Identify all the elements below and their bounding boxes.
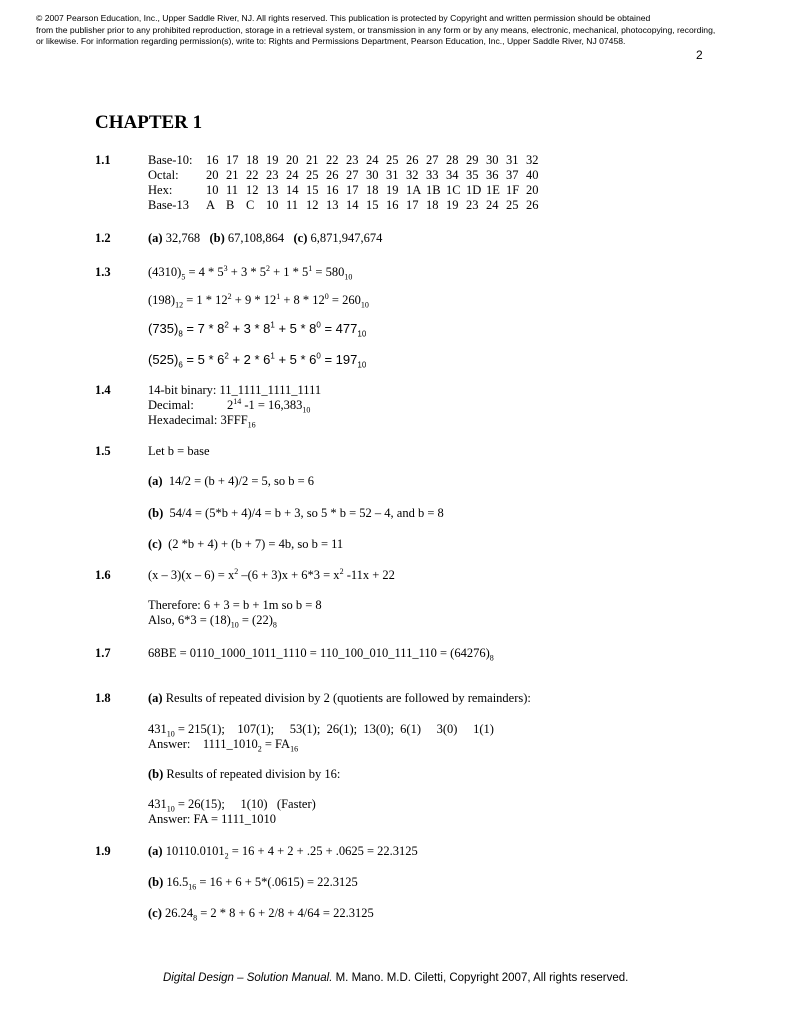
- table-cell: 17: [346, 183, 359, 197]
- eq-text: = 260: [328, 293, 361, 307]
- table-cell: 18: [246, 153, 259, 167]
- eq-sub: 10: [357, 329, 367, 339]
- table-cell: 26: [326, 168, 339, 182]
- part-label: (b): [148, 506, 164, 520]
- copyright-line: or likewise. For information regarding permission(s), write to: Rights and Permissions Department, Pearson Education, Inc., Upper Saddle River, NJ 07458.: [36, 36, 626, 46]
- table-cell: 40: [526, 168, 539, 182]
- table-cell: 18: [366, 183, 379, 197]
- part-text: 54/4 = (5*b + 4)/4 = b + 3, so 5 * b = 52 – 4, and b = 8: [169, 506, 444, 520]
- table-cell: 26: [526, 198, 539, 212]
- chapter-title: CHAPTER 1: [95, 112, 203, 133]
- eq-text: –(6 + 3)x + 6*3 = x: [238, 568, 340, 582]
- eq-text: = 580: [312, 265, 345, 279]
- part-b-heading: [148, 767, 340, 782]
- table-cell: 29: [466, 153, 479, 167]
- problem-intro: Let b = base: [148, 444, 210, 458]
- table-cell: 25: [386, 153, 399, 167]
- table-cell: 32: [406, 168, 419, 182]
- table-cell: 20: [286, 153, 299, 167]
- eq-text: (198): [148, 293, 176, 307]
- therefore-line: Therefore: 6 + 3 = b + 1m so b = 8: [148, 598, 322, 612]
- eq-text: Also, 6*3 = (18): [148, 613, 231, 627]
- decimal-label: Decimal:: [148, 398, 194, 412]
- table-cell: 15: [306, 183, 319, 197]
- table-cell: 17: [226, 153, 239, 167]
- eq-sup: 1: [270, 351, 275, 361]
- table-cell: 35: [466, 168, 479, 182]
- eq-text: (4310): [148, 265, 182, 279]
- eq-text: + 8 * 12: [280, 293, 325, 307]
- table-row: [148, 198, 546, 213]
- problem-number: 1.1: [95, 153, 111, 167]
- problem-number: 1.3: [95, 265, 111, 279]
- eq-text: 431: [148, 722, 167, 736]
- table-cell: 20: [206, 168, 219, 182]
- footer-credits: M. Mano. M.D. Ciletti, Copyright 2007, All rights reserved.: [332, 972, 629, 984]
- part-b: [148, 875, 358, 890]
- problem-number: 1.7: [95, 646, 111, 660]
- eq-sub: 8: [193, 913, 198, 923]
- eq-sub: 10: [166, 729, 175, 739]
- eq-sub: 10: [357, 360, 367, 370]
- division-line: [148, 797, 316, 812]
- eq-text: 10110.0101: [162, 844, 225, 858]
- problem-1-2-answers: [148, 231, 382, 246]
- part-label: (b): [209, 231, 225, 245]
- table-cell: A: [206, 198, 216, 212]
- eq-text: + 9 * 12: [231, 293, 277, 307]
- answer-value: 67,108,864: [227, 231, 285, 245]
- page-footer: [163, 972, 628, 984]
- eq-sup: 2: [224, 351, 229, 361]
- table-cell: 12: [246, 183, 259, 197]
- part-text: (2 *b + 4) + (b + 7) = 4b, so b = 11: [168, 537, 344, 551]
- eq-text: (735): [148, 321, 179, 336]
- table-cell: 16: [386, 198, 399, 212]
- table-cell: 22: [246, 168, 259, 182]
- eq-sub: 8: [178, 329, 183, 339]
- eq-text: 2: [226, 398, 234, 412]
- problem-number: 1.2: [95, 231, 111, 245]
- equation-4: [148, 352, 366, 368]
- copyright-line: from the publisher prior to any prohibited reproduction, storage in a retrieval system, or transmission in any form or by any means, electronic, mechanical, photocopying, recording,: [36, 24, 716, 35]
- book-title: Digital Design – Solution Manual.: [163, 972, 333, 984]
- row-label: Hex:: [148, 183, 173, 197]
- table-cell: 11: [226, 183, 239, 197]
- division-line: [148, 722, 494, 737]
- table-cell: 1C: [446, 183, 461, 197]
- row-label: Base-13: [148, 198, 189, 212]
- eq-text: 26.24: [161, 906, 194, 920]
- eq-text: -11x + 22: [343, 568, 395, 582]
- problem-number: 1.4: [95, 383, 111, 397]
- eq-text: = 4 * 5: [185, 265, 224, 279]
- table-cell: 1A: [406, 183, 422, 197]
- eq-sub: 6: [178, 360, 183, 370]
- eq-sup: 2: [227, 291, 232, 301]
- table-cell: 30: [486, 153, 499, 167]
- part-text: 14/2 = (b + 4)/2 = 5, so b = 6: [168, 474, 315, 488]
- part-label: (b): [148, 767, 164, 781]
- eq-sup: 0: [324, 291, 329, 301]
- eq-sup: 2: [224, 320, 229, 330]
- table-cell: C: [246, 198, 255, 212]
- part-a: [148, 474, 314, 489]
- eq-text: = FA: [261, 737, 291, 751]
- table-cell: 19: [446, 198, 459, 212]
- page-number: 2: [696, 48, 703, 62]
- eq-text: 68BE = 0110_1000_1011_1110 = 110_100_010_111_110 = (64276): [148, 646, 490, 660]
- base-conversion-table: [148, 153, 546, 213]
- eq-text: Hexadecimal: 3FFF: [148, 413, 248, 427]
- part-label: (a): [148, 691, 163, 705]
- table-cell: 34: [446, 168, 459, 182]
- part-c: [148, 906, 374, 921]
- table-cell: 37: [506, 168, 519, 182]
- table-cell: 14: [286, 183, 299, 197]
- eq-text: + 3 * 8: [228, 321, 271, 336]
- table-cell: 31: [506, 153, 519, 167]
- table-cell: 16: [326, 183, 339, 197]
- eq-text: 431: [148, 797, 167, 811]
- table-cell: 23: [346, 153, 359, 167]
- eq-sub: 10: [360, 300, 369, 310]
- table-cell: 24: [366, 153, 379, 167]
- table-cell: 21: [306, 153, 319, 167]
- table-cell: 26: [406, 153, 419, 167]
- eq-sup: 14: [233, 396, 242, 406]
- eq-text: + 3 * 5: [227, 265, 266, 279]
- eq-text: + 2 * 6: [228, 352, 271, 367]
- answer-value: 32,768: [165, 231, 201, 245]
- eq-text: 16.5: [163, 875, 189, 889]
- table-cell: 25: [306, 168, 319, 182]
- eq-text: = 5 * 6: [182, 352, 225, 367]
- problem-number: 1.5: [95, 444, 111, 458]
- eq-text: + 5 * 6: [274, 352, 317, 367]
- row-label: Base-10:: [148, 153, 193, 167]
- table-cell: 23: [266, 168, 279, 182]
- eq-sub: 16: [188, 882, 197, 892]
- eq-text: = 2 * 8 + 6 + 2/8 + 4/64 = 22.3125: [197, 906, 374, 920]
- eq-text: + 1 * 5: [269, 265, 309, 279]
- table-cell: 18: [426, 198, 439, 212]
- eq-sub: 2: [257, 744, 262, 754]
- table-cell: 16: [206, 153, 219, 167]
- equation-1: [148, 265, 352, 280]
- table-cell: 13: [326, 198, 339, 212]
- binary-line: 14-bit binary: 11_1111_1111_1111: [148, 383, 322, 397]
- table-cell: 32: [526, 153, 539, 167]
- table-cell: 13: [266, 183, 279, 197]
- eq-text: Answer: 1111_1010: [148, 737, 258, 751]
- part-c: [148, 537, 343, 552]
- part-a-heading: [148, 691, 531, 706]
- eq-sup: 2: [339, 566, 344, 576]
- part-label: (c): [293, 231, 308, 245]
- table-cell: B: [226, 198, 235, 212]
- table-cell: 17: [406, 198, 419, 212]
- table-cell: 24: [486, 198, 499, 212]
- eq-sup: 2: [234, 566, 239, 576]
- eq-sup: 2: [265, 263, 270, 273]
- eq-sub: 12: [175, 300, 184, 310]
- eq-sup: 1: [276, 291, 281, 301]
- table-cell: 15: [366, 198, 379, 212]
- problem-number: 1.9: [95, 844, 111, 858]
- part-label: (a): [148, 844, 163, 858]
- equation-2: [148, 293, 369, 308]
- part-label: (c): [148, 537, 162, 551]
- eq-sub: 5: [181, 272, 186, 282]
- table-row: [148, 168, 546, 183]
- table-cell: 28: [446, 153, 459, 167]
- eq-text: = 7 * 8: [182, 321, 225, 336]
- table-cell: 19: [266, 153, 279, 167]
- hex-conversion-line: [148, 646, 494, 661]
- answer-value: 6,871,947,674: [310, 231, 383, 245]
- table-cell: 14: [346, 198, 359, 212]
- table-cell: 33: [426, 168, 439, 182]
- table-cell: 10: [206, 183, 219, 197]
- eq-text: = 197: [320, 352, 358, 367]
- eq-text: = 477: [320, 321, 358, 336]
- table-cell: 1F: [506, 183, 520, 197]
- table-row: [148, 153, 546, 168]
- eq-sup: 1: [308, 263, 313, 273]
- eq-sub: 8: [272, 620, 277, 630]
- table-cell: 30: [366, 168, 379, 182]
- eq-sub: 10: [230, 620, 239, 630]
- copyright-notice: [36, 13, 776, 48]
- eq-sup: 1: [270, 320, 275, 330]
- table-cell: 19: [386, 183, 399, 197]
- table-cell: 36: [486, 168, 499, 182]
- decimal-line: [148, 398, 310, 413]
- table-cell: 27: [346, 168, 359, 182]
- part-text: Results of repeated division by 2 (quotients are followed by remainders):: [162, 691, 531, 705]
- hex-line: [148, 413, 256, 428]
- part-label: (b): [148, 875, 164, 889]
- table-cell: 25: [506, 198, 519, 212]
- part-text: Results of repeated division by 16:: [163, 767, 341, 781]
- eq-text: = 16 + 6 + 5*(.0615) = 22.3125: [196, 875, 358, 889]
- table-cell: 12: [306, 198, 319, 212]
- eq-sup: 3: [223, 263, 228, 273]
- part-b: [148, 506, 444, 521]
- eq-sub: 10: [166, 804, 175, 814]
- eq-text: = 26(15); 1(10) (Faster): [174, 797, 316, 811]
- eq-sub: 16: [290, 744, 299, 754]
- eq-text: = 16 + 4 + 2 + .25 + .0625 = 22.3125: [228, 844, 418, 858]
- eq-sub: 10: [344, 272, 353, 282]
- problem-number: 1.8: [95, 691, 111, 705]
- eq-sup: 0: [316, 351, 321, 361]
- eq-text: = (22): [238, 613, 273, 627]
- expansion-line: [148, 568, 395, 583]
- part-label: (a): [148, 231, 163, 245]
- eq-sub: 8: [489, 653, 494, 663]
- table-cell: 21: [226, 168, 239, 182]
- table-cell: 24: [286, 168, 299, 182]
- part-label: (a): [148, 474, 163, 488]
- eq-sub: 10: [302, 405, 311, 415]
- eq-text: = 215(1); 107(1); 53(1); 26(1); 13(0); 6(1) 3(0) 1(1): [174, 722, 494, 736]
- answer-line: Answer: FA = 1111_1010: [148, 812, 276, 826]
- eq-text: (525): [148, 352, 179, 367]
- table-cell: 27: [426, 153, 439, 167]
- table-cell: 11: [286, 198, 299, 212]
- table-cell: 1D: [466, 183, 482, 197]
- also-line: [148, 613, 277, 628]
- table-cell: 22: [326, 153, 339, 167]
- eq-sub: 2: [224, 851, 229, 861]
- table-cell: 1B: [426, 183, 441, 197]
- table-cell: 23: [466, 198, 479, 212]
- table-cell: 1E: [486, 183, 500, 197]
- part-label: (c): [148, 906, 162, 920]
- part-a: [148, 844, 418, 859]
- table-cell: 10: [266, 198, 279, 212]
- copyright-line: © 2007 Pearson Education, Inc., Upper Saddle River, NJ. All rights reserved. This publication is protected by Copyright and written permission should be obtained: [36, 13, 651, 23]
- row-label: Octal:: [148, 168, 179, 182]
- table-cell: 20: [526, 183, 539, 197]
- eq-text: (x – 3)(x – 6) = x: [148, 568, 235, 582]
- equation-3: [148, 321, 366, 337]
- eq-text: = 1 * 12: [183, 293, 228, 307]
- eq-text: -1 = 16,383: [241, 398, 303, 412]
- eq-sub: 16: [247, 420, 256, 430]
- eq-sup: 0: [316, 320, 321, 330]
- eq-text: + 5 * 8: [274, 321, 317, 336]
- table-row: [148, 183, 546, 198]
- answer-line: [148, 737, 298, 752]
- problem-number: 1.6: [95, 568, 111, 582]
- table-cell: 31: [386, 168, 399, 182]
